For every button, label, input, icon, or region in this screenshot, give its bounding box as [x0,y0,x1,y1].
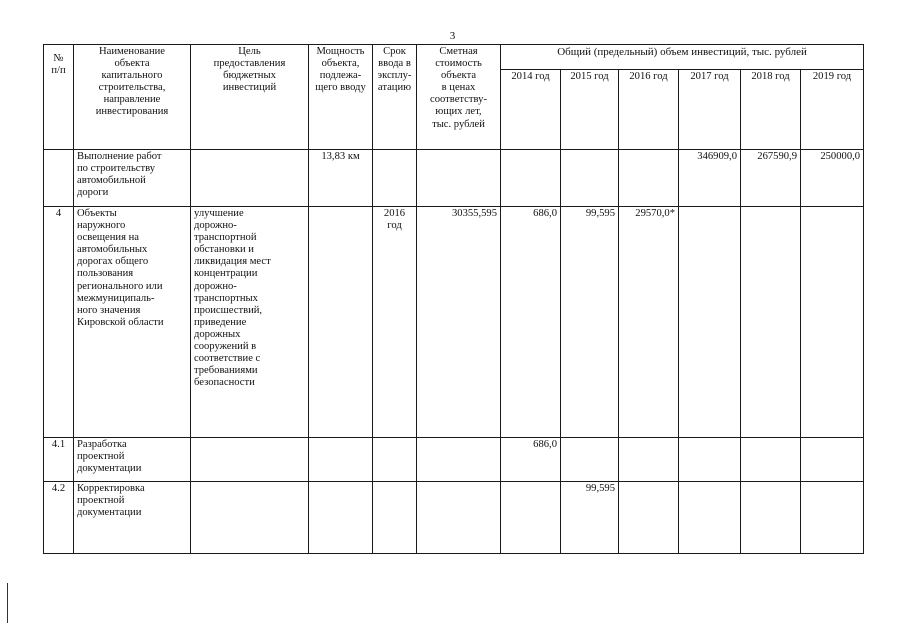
row-value-2015 [561,150,619,207]
row-value-2015: 99,595 [561,207,619,438]
row-value-2014: 686,0 [501,207,561,438]
header-invest-total: Общий (предельный) объем инвестиций, тыс. рублей [501,45,864,70]
header-year-2015: 2015 год [561,70,619,150]
row-value-2016: 29570,0* [619,207,679,438]
row-goal: улучшение дорожно- транспортной обстановки и ликвидация мест концентрации дорожно- транспортных происшествий, приведение дорожных сооружений в соответствие с требованиями безопасности [191,207,309,438]
row-value-2018 [741,207,801,438]
row-value-2015: 99,595 [561,482,619,554]
row-value-2019 [801,482,864,554]
row-value-2014 [501,482,561,554]
page-number: 3 [449,30,456,42]
row-term [373,150,417,207]
row-value-2019 [801,207,864,438]
header-year-2017: 2017 год [679,70,741,150]
header-num: № п/п [44,45,74,150]
row-value-2016 [619,438,679,482]
row-cost [417,150,501,207]
row-name: Объекты наружного освещения на автомобильных дорогах общего пользования регионального или межмуниципаль- ного значения Кировской области [74,207,191,438]
row-value-2017 [679,207,741,438]
header-cost: Сметная стоимость объекта в ценах соответству- ющих лет, тыс. рублей [417,45,501,150]
row-number: 4.2 [44,482,74,554]
table-row [44,482,864,554]
row-capacity [309,482,373,554]
row-cost [417,482,501,554]
row-number [44,150,74,207]
row-value-2017 [679,482,741,554]
row-value-2018 [741,482,801,554]
header-goal: Цель предоставления бюджетных инвестиций [191,45,309,150]
header-year-2019: 2019 год [801,70,864,150]
header-capacity: Мощность объекта, подлежа- щего вводу [309,45,373,150]
row-capacity [309,438,373,482]
row-name: Разработка проектной документации [74,438,191,482]
margin-mark [7,583,8,623]
row-goal [191,150,309,207]
investment-table [43,44,864,554]
row-value-2016 [619,482,679,554]
row-number: 4 [44,207,74,438]
header-year-2014: 2014 год [501,70,561,150]
row-value-2018: 267590,9 [741,150,801,207]
row-cost: 30355,595 [417,207,501,438]
row-term [373,482,417,554]
header-term: Срок ввода в эксплу- атацию [373,45,417,150]
table-row [44,150,864,207]
row-value-2014 [501,150,561,207]
header-year-2018: 2018 год [741,70,801,150]
row-goal [191,438,309,482]
row-name: Выполнение работ по строительству автомобильной дороги [74,150,191,207]
row-value-2014: 686,0 [501,438,561,482]
row-number: 4.1 [44,438,74,482]
row-term: 2016 год [373,207,417,438]
row-term [373,438,417,482]
row-value-2015 [561,438,619,482]
table-row [44,438,864,482]
row-name: Корректировка проектной документации [74,482,191,554]
row-value-2017: 346909,0 [679,150,741,207]
header-year-2016: 2016 год [619,70,679,150]
row-value-2017 [679,438,741,482]
row-cost [417,438,501,482]
row-capacity [309,207,373,438]
row-capacity: 13,83 км [309,150,373,207]
table-row [44,207,864,438]
header-row-1 [44,45,864,70]
row-value-2016 [619,150,679,207]
row-value-2019: 250000,0 [801,150,864,207]
row-value-2018 [741,438,801,482]
row-value-2019 [801,438,864,482]
header-name: Наименование объекта капитального строительства, направление инвестирования [74,45,191,150]
row-goal [191,482,309,554]
